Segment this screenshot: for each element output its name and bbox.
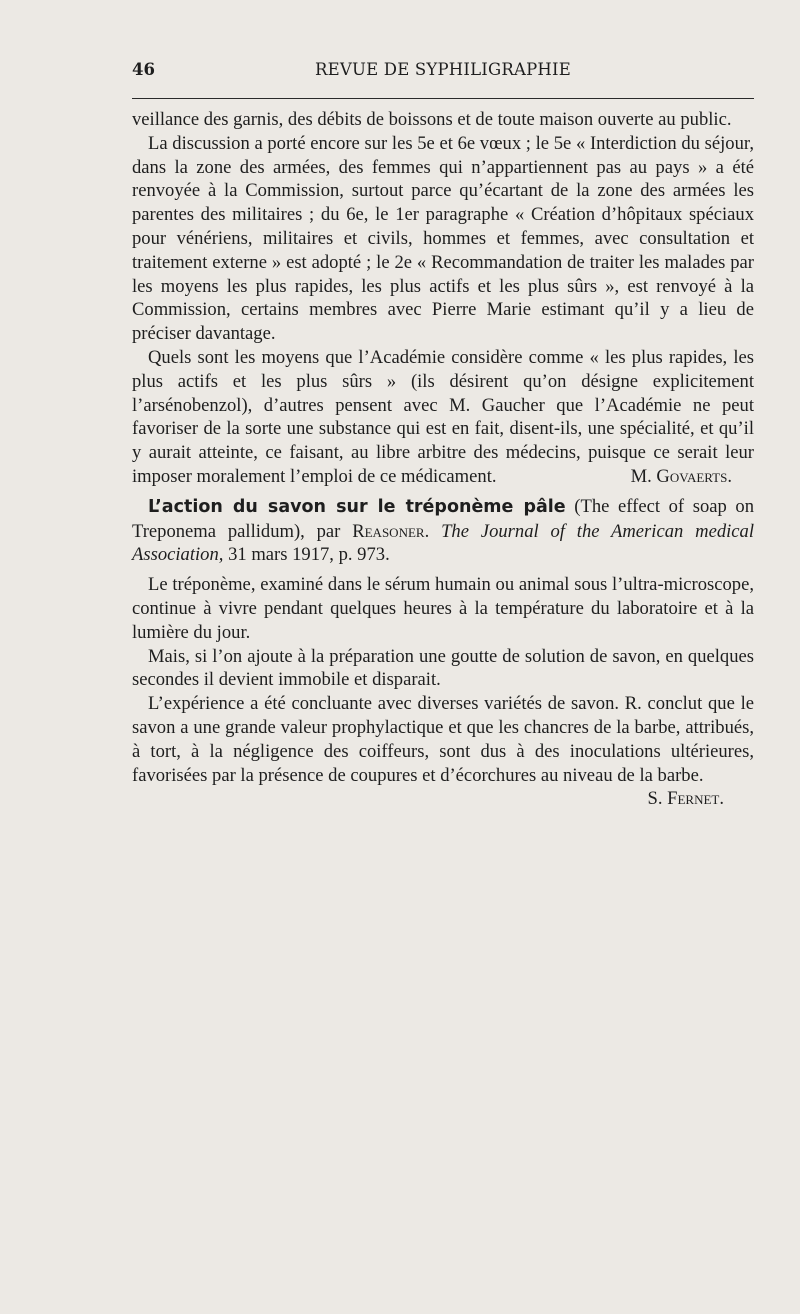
paragraph-text: Quels sont les moyens que l’Académie considère comme « les plus rapides, les plus actifs et les plus sûrs » (ils désirent qu’on désigne explicitement l’arsénobenzol), d’autres pensent avec M. Gaucher que l’Académie ne peut favoriser de la sorte une substance qui est en fait, disent-ils, une spécialité, et qu’il y aurait atteinte, ce faisant, au libre arbitre des médecins, puisque ce serait leur imposer moralement l’emploi de ce médicament. xyxy=(132,346,754,487)
article-author: Reasoner xyxy=(352,520,425,542)
paragraph: veillance des garnis, des débits de boissons et de toute maison ouverte au public. xyxy=(132,109,732,130)
page-body xyxy=(132,108,754,811)
signature: S. Fernet. xyxy=(647,788,724,810)
article-title: L’action du savon sur le tréponème pâle xyxy=(148,496,566,517)
article-ref: . xyxy=(424,520,442,542)
article-journal: The Journal of the American medical Association, xyxy=(132,520,755,566)
paragraph: La discussion a porté encore sur les 5e et 6e vœux ; le 5e « Interdiction du séjour, dans la zone des armées, des femmes qui n’appartiennent pas au pays » a été renvoyée à la Commission, surtout parce qu’écartant de la zone des armées les parentes des militaires ; du 6e, le 1er paragraphe « Création d’hôpitaux spéciaux pour vénériens, militaires et civils, hommes et femmes, avec consultation et traitement externe » est adopté ; le 2e « Recommandation de traiter les malades par les moyens les plus rapides, les plus actifs et les plus sûrs », est renvoyé à la Commission, certains membres avec Pierre Marie estimant qu’il y a lieu de préciser davantage. xyxy=(132,132,754,345)
page-header xyxy=(132,60,754,86)
paragraph xyxy=(132,346,754,489)
signature: M. Govaerts. xyxy=(630,465,732,487)
page-number: 46 xyxy=(132,60,155,79)
paragraph: Le tréponème, examiné dans le sérum humain ou animal sous l’ultra-microscope, continue à vivre pendant quelques heures à la température du laboratoire et à la lumière du jour. xyxy=(132,574,754,643)
article-ref: (The effect of soap on Treponema pallidum), par xyxy=(132,495,754,542)
paragraph: Mais, si l’on ajoute à la préparation une goutte de solution de savon, en quelques secondes il devient immobile et disparait. xyxy=(132,645,754,691)
running-title: REVUE DE SYPHILIGRAPHIE xyxy=(315,60,571,79)
article-heading xyxy=(132,495,754,567)
paragraph-text: L’expérience a été concluante avec diverses variétés de savon. R. conclut que le savon a une grande valeur prophylactique et que les chancres de la barbe, attribués, à tort, à la négligence des coiffeurs, sont dus à des inoculations ultérieures, favorisées par la présence de coupures et d’écorchures au niveau de la barbe. xyxy=(132,693,754,786)
article-ref: 31 mars 1917, p. 973. xyxy=(223,544,390,566)
header-rule xyxy=(132,98,754,99)
paragraph xyxy=(132,692,754,810)
